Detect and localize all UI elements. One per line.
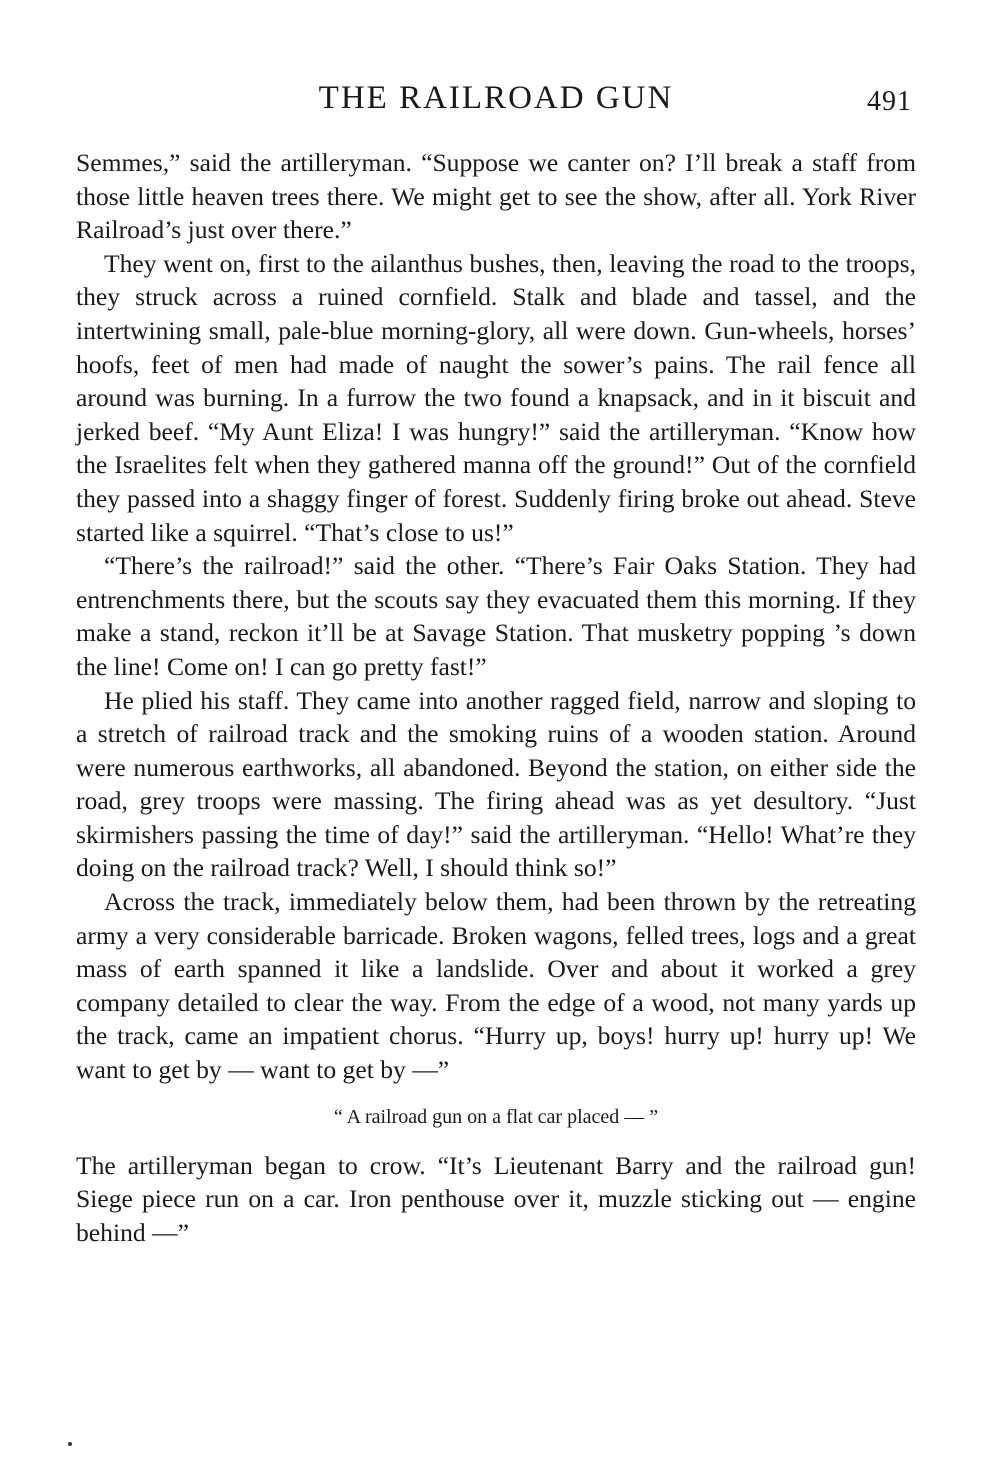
book-page [76, 72, 916, 1249]
body-text [76, 146, 916, 1249]
paragraph: They went on, first to the ailanthus bushes, then, leaving the road to the troops, they struck across a ruined cornfield. Stalk and blade and tassel, and the intertwining small, pale-blue morning-glory, all were down. Gun-wheels, horses’ hoofs, feet of men had made of naught the sower’s pains. The rail fence all around was burning. In a furrow the two found a knapsack, and in it biscuit and jerked beef. “My Aunt Eliza! I was hungry!” said the artilleryman. “Know how the Israelites felt when they gathered manna off the ground!” Out of the cornfield they passed into a shaggy finger of forest. Suddenly firing broke out ahead. Steve started like a squirrel. “That’s close to us!” [76, 248, 916, 547]
paragraph: He plied his staff. They came into another ragged field, narrow and sloping to a stretch of railroad track and the smoking ruins of a wooden station. Around were numerous earthworks, all abandoned. Beyond the station, on either side the road, grey troops were massing. The firing ahead was as yet desultory. “Just skirmishers passing the time of day!” said the artilleryman. “Hello! What’re they doing on the railroad track? Well, I should think so!” [76, 685, 916, 883]
page-number: 491 [867, 86, 912, 117]
page-title: THE RAILROAD GUN [318, 80, 674, 116]
paragraph: Across the track, immediately below them, had been thrown by the retreating army a very considerable barricade. Broken wagons, felled trees, logs and a great mass of earth spanned it like a landslide. Over and about it worked a grey company detailed to clear the way. From the edge of a wood, not many yards up the track, came an impatient chorus. “Hurry up, boys! hurry up! hurry up! We want to get by — want to get by —” [76, 887, 916, 1085]
paragraph: The artilleryman began to crow. “It’s Lieutenant Barry and the railroad gun! Siege piece run on a car. Iron penthouse over it, muzzle sticking out — engine behind —” [76, 1150, 916, 1247]
quoted-line: “ A railroad gun on a flat car placed — ” [333, 1105, 659, 1128]
stray-ink-mark [68, 1442, 72, 1446]
paragraph: “There’s the railroad!” said the other. “There’s Fair Oaks Station. They had entrenchments there, but the scouts say they evacuated them this morning. If they make a stand, reckon it’ll be at Savage Station. That musketry popping ’s down the line! Come on! I can go pretty fast!” [76, 551, 916, 681]
running-header [76, 72, 916, 132]
paragraph: Semmes,” said the artilleryman. “Suppose we canter on? I’ll break a staff from those little heaven trees there. We might get to see the show, after all. York River Railroad’s just over there.” [76, 148, 916, 245]
